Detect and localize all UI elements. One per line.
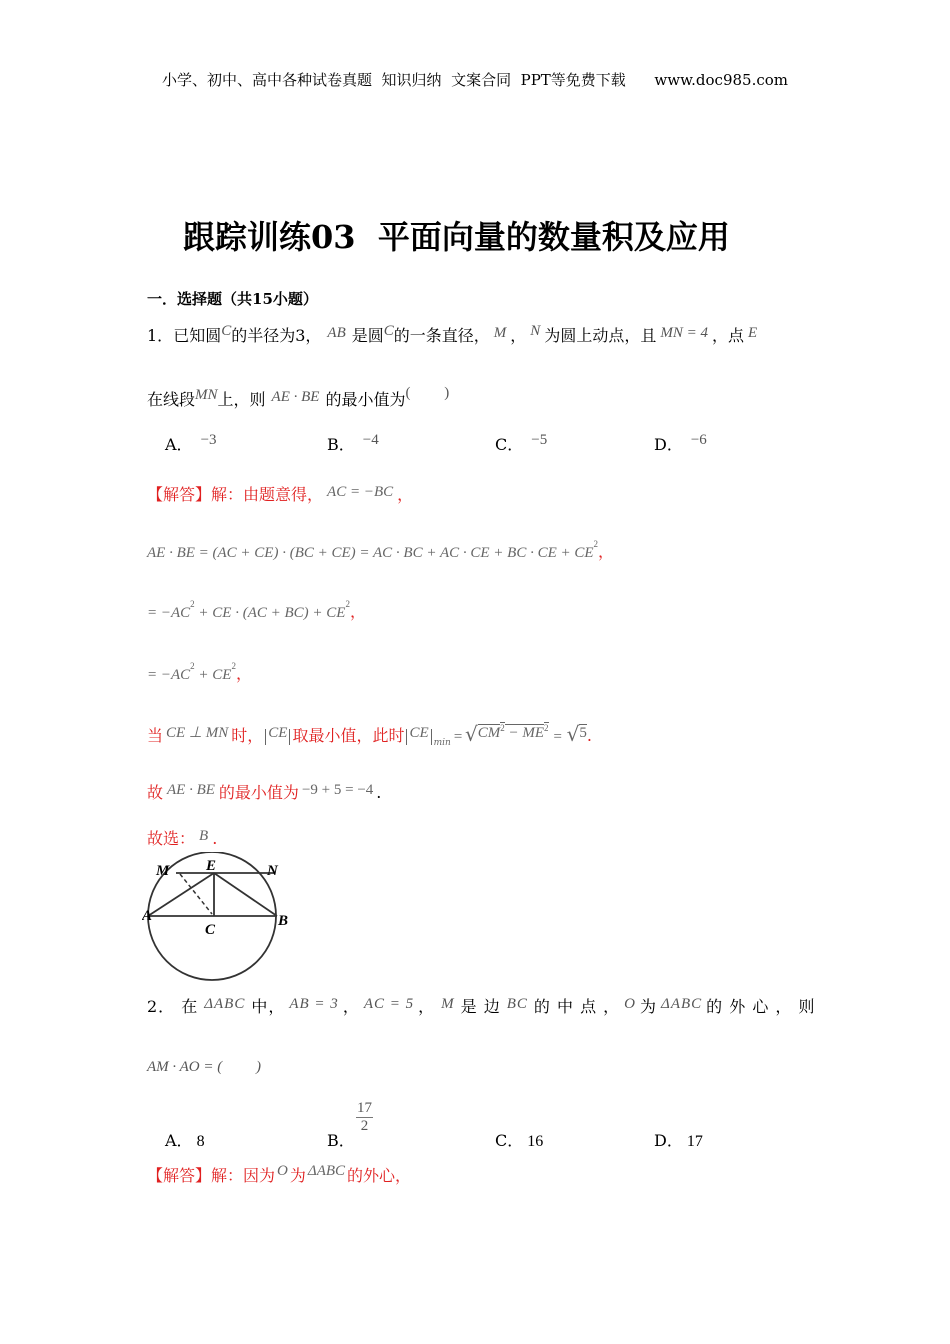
option-d[interactable]: D． −6 <box>654 432 707 454</box>
answer-2-line-1: 【解答】解：因为 O 为 ΔABC 的外心， <box>147 1163 412 1185</box>
question-1-line-2: 在线段MN上，则 AE · BE 的最小值为( ) <box>147 385 450 409</box>
answer-1-eq-2: = $-AC^2$ + CE · $(AC + BC) + CE^2$， <box>147 599 366 621</box>
option-b[interactable]: B． −4 <box>327 432 379 454</box>
option-a[interactable]: A． −3 <box>165 432 217 454</box>
question-number: 1． <box>147 326 174 345</box>
answer-1-eq-3: = $-AC^2 + CE^2$， <box>147 661 252 683</box>
option-c[interactable]: C． −5 <box>495 432 548 454</box>
dashed-cm <box>180 874 212 914</box>
fraction-numerator: 17 <box>357 1100 372 1116</box>
page-header: 小学、初中、高中各种试卷真题 知识归纳 文案合同 PPT等免费下载 www.doc985.com <box>162 71 789 89</box>
question-number: 2． <box>147 997 176 1016</box>
q2-option-a[interactable]: A． 8 <box>165 1131 205 1150</box>
answer-tag: 【解答】 <box>147 485 212 504</box>
q2-option-b-fraction <box>356 1100 373 1135</box>
page-title: 跟踪训练03 平面向量的数量积及应用 <box>183 218 730 256</box>
question-2-line-1: 2． 在 ΔABC 中， AB = 3 ， AC = 5 ， M 是 边 BC 的 中 点 ， O 为 ΔABC 的 外 心 ， 则 <box>147 996 816 1016</box>
label-c: C <box>205 922 216 938</box>
answer-tag: 【解答】 <box>147 1166 212 1185</box>
q2-option-c[interactable]: C． 16 <box>495 1131 544 1150</box>
label-n: N <box>267 863 278 879</box>
segment-ae <box>148 873 214 916</box>
q2-option-d[interactable]: D． 17 <box>654 1131 703 1150</box>
answer-1-choice: 故选： B . <box>147 828 218 848</box>
answer-1-line-6: 故 AE · BE 的最小值为 −9 + 5 = −4 . <box>147 782 382 802</box>
question-2-line-2: AM · AO = ( ) <box>147 1059 261 1075</box>
label-a: A <box>142 908 153 924</box>
answer-1-line-1: 【解答】解：由题意得， AC = −BC ， <box>147 484 414 504</box>
fraction-denominator: 2 <box>360 1118 369 1134</box>
segment-be <box>214 873 277 916</box>
answer-1-line-5: 当 CE ⊥ MN 时， CE 取最小值，此时 $CE_{min} = √CM^2 - ME^2= √5$. <box>147 722 592 748</box>
label-m: M <box>156 863 170 879</box>
label-b: B <box>278 913 289 929</box>
section-heading: 一．选择题（共15小题） <box>147 290 318 308</box>
circle-figure <box>142 852 292 1002</box>
answer-1-eq-1: AE · BE = (AC + CE) · (BC + CE) = AC · BC + AC · CE + BC · CE + $CE^2$， <box>147 539 615 561</box>
question-1-line-1: 1．已知圆C的半径为3， AB 是圆C的一条直径， M ， N 为圆上动点，且 MN = 4 ，点 E <box>147 323 758 345</box>
q2-option-b[interactable]: B． <box>327 1131 355 1150</box>
label-e: E <box>206 858 217 874</box>
